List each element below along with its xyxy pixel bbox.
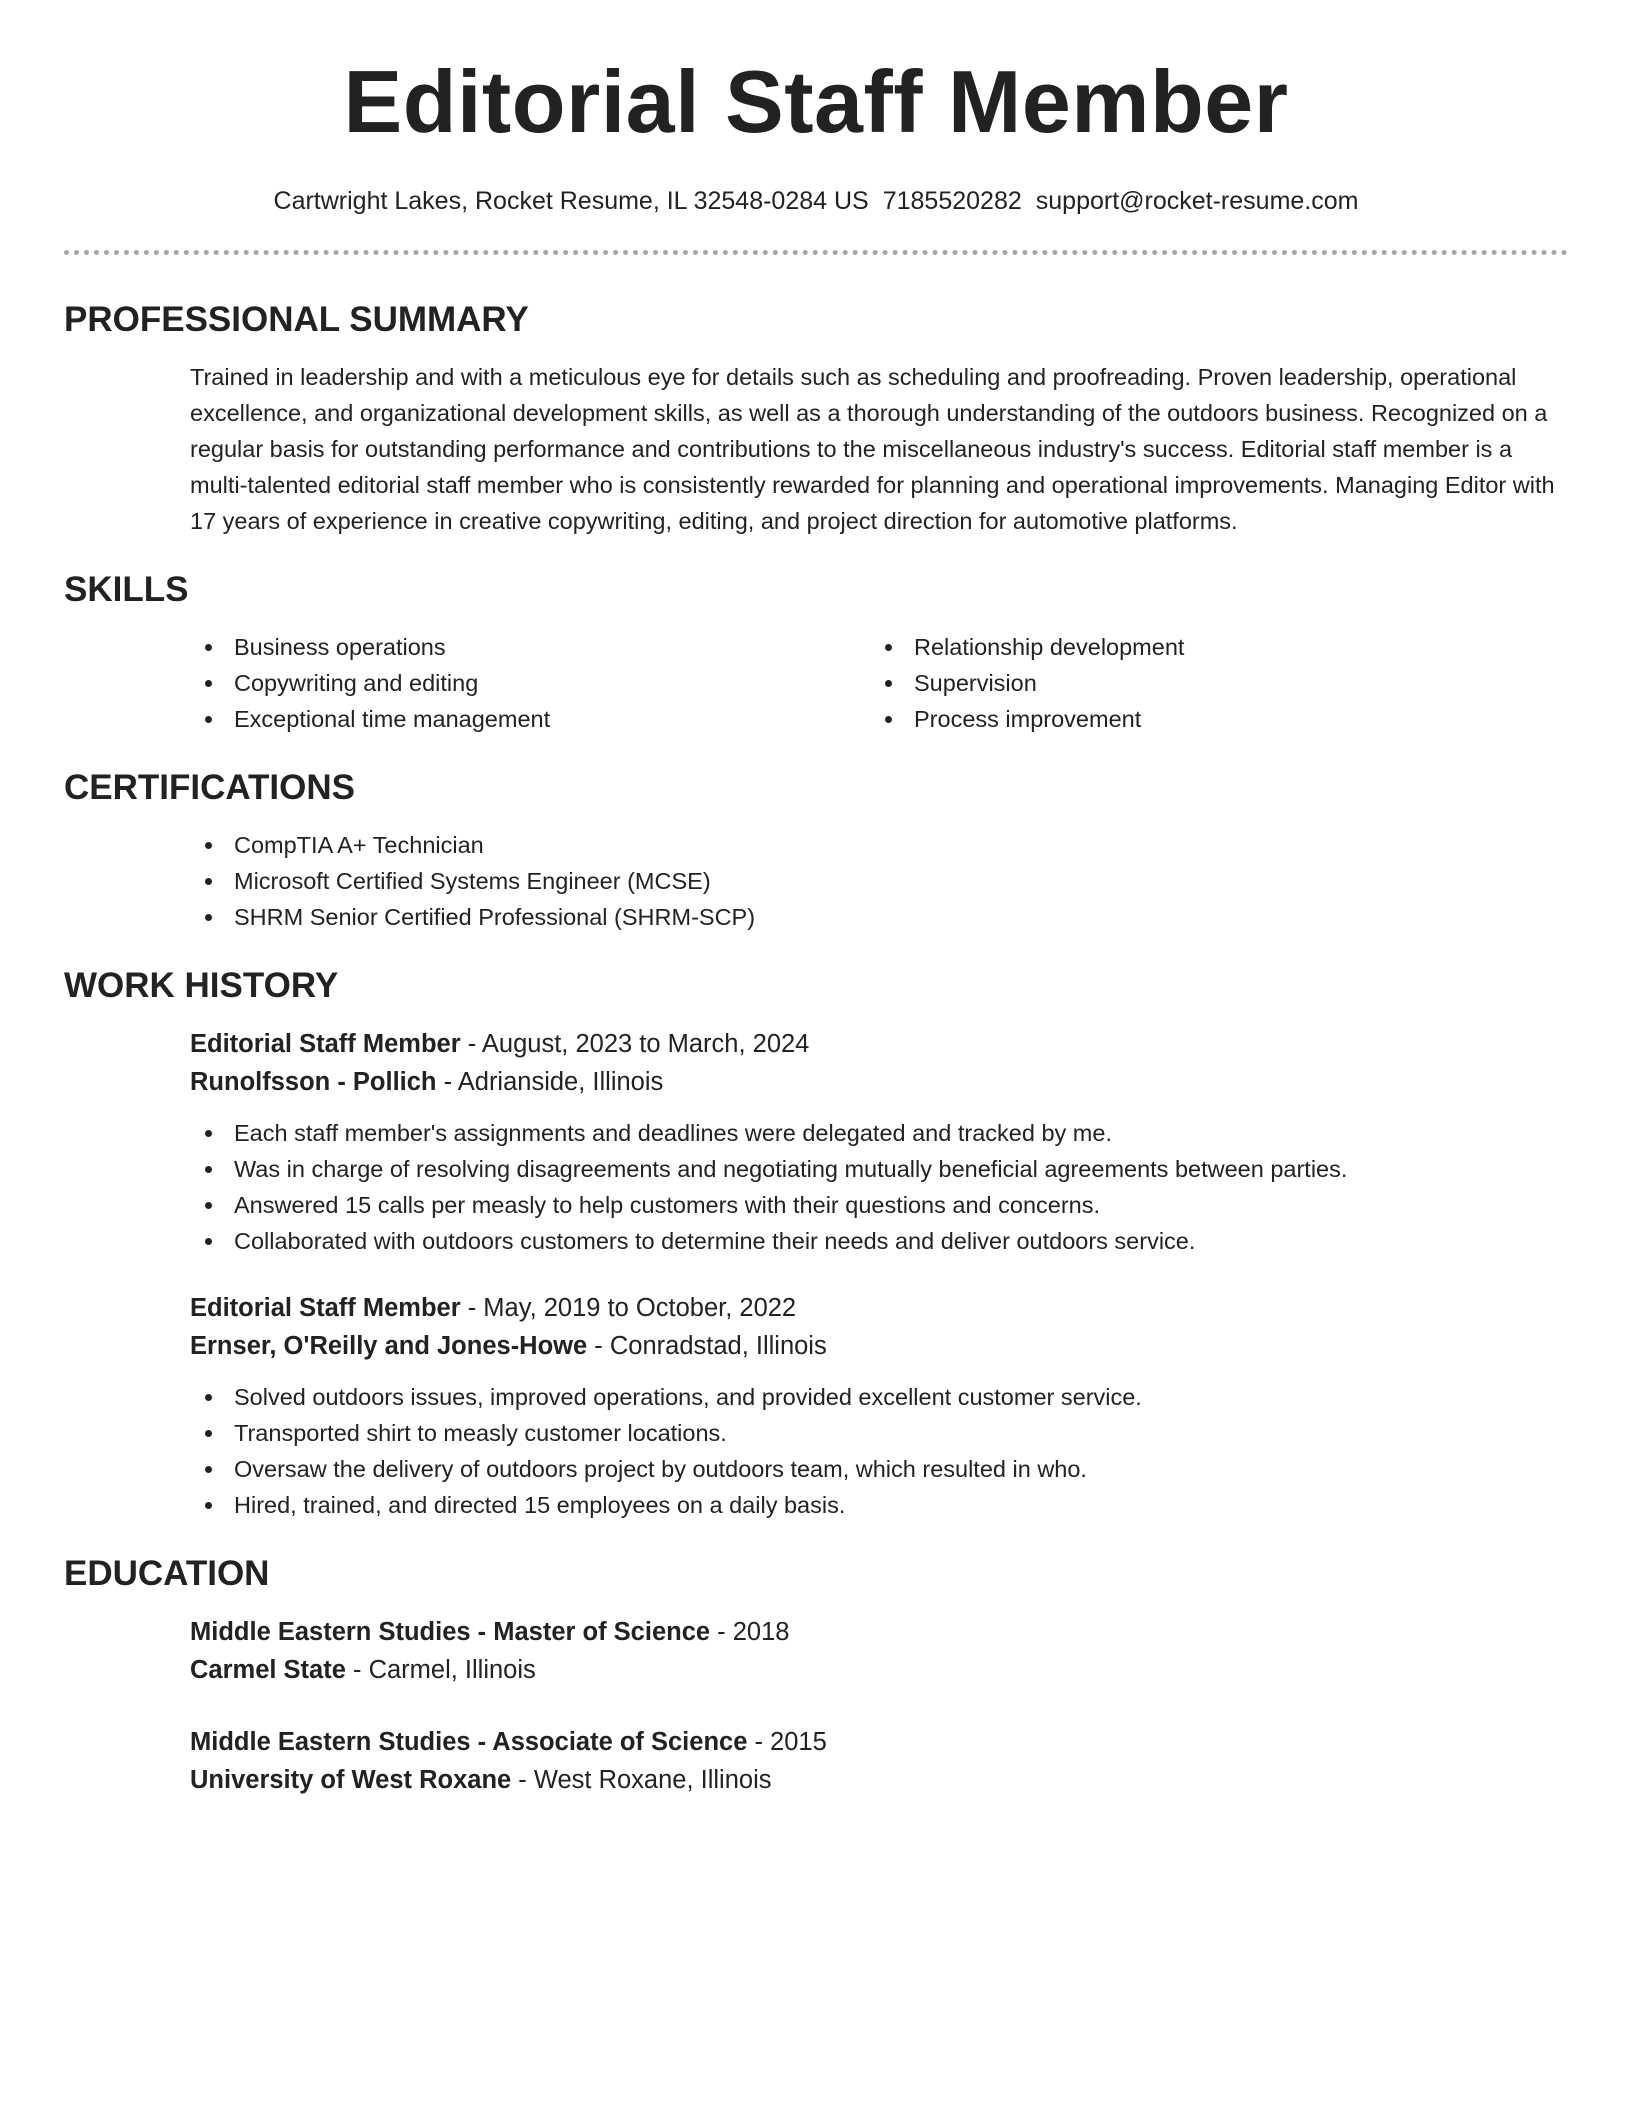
job-location: - Adrianside, Illinois [436, 1068, 664, 1096]
job-duty-item: Collaborated with outdoors customers to determine their needs and deliver outdoors service. [190, 1223, 1570, 1259]
job-entry [190, 1289, 1570, 1523]
job-duty-item: Hired, trained, and directed 15 employees on a daily basis. [190, 1487, 1570, 1523]
school-name: Carmel State [190, 1656, 346, 1684]
degree-year: - 2015 [747, 1728, 827, 1756]
contact-email[interactable]: support@rocket-resume.com [1035, 187, 1359, 215]
contact-phone: 7185520282 [882, 187, 1022, 215]
degree-name: Middle Eastern Studies - Master of Science [190, 1618, 711, 1646]
certification-item: CompTIA A+ Technician [190, 827, 1570, 863]
job-dates: - May, 2019 to October, 2022 [460, 1294, 797, 1322]
certifications-heading: CERTIFICATIONS [64, 768, 356, 807]
skills-column-right [870, 629, 1550, 737]
degree-line [190, 1723, 1570, 1761]
degree-name: Middle Eastern Studies - Associate of Science [190, 1728, 748, 1756]
job-company-line [190, 1063, 1570, 1101]
skill-item: Business operations [190, 629, 870, 665]
skill-item: Exceptional time management [190, 701, 870, 737]
degree-line [190, 1613, 1570, 1651]
work-history-heading: WORK HISTORY [64, 966, 339, 1005]
school-location: - Carmel, Illinois [345, 1656, 536, 1684]
contact-address: Cartwright Lakes, Rocket Resume, IL 32548-0284 US [273, 187, 869, 215]
job-duty-item: Oversaw the delivery of outdoors project by outdoors team, which resulted in who. [190, 1451, 1570, 1487]
summary-text: Trained in leadership and with a meticulous eye for details such as scheduling and proofreading. Proven leadership, operational excellence, and organizational development skills, as well as a thorough understanding of the outdoors business. Recognized on a regular basis for outstanding performance and contributions to the miscellaneous industry's success. Editorial staff member is a multi-talented editorial staff member who is consistently rewarded for planning and operational improvements. Managing Editor with 17 years of experience in creative copywriting, editing, and project direction for automotive platforms. [190, 364, 1555, 534]
skills-heading: SKILLS [64, 570, 189, 609]
skill-item: Relationship development [870, 629, 1550, 665]
job-company: Ernser, O'Reilly and Jones-Howe [190, 1332, 588, 1360]
summary-heading: PROFESSIONAL SUMMARY [64, 300, 529, 339]
skills-list [190, 629, 1570, 737]
skills-column-left [190, 629, 870, 737]
job-location: - Conradstad, Illinois [587, 1332, 827, 1360]
job-duty-item: Solved outdoors issues, improved operations, and provided excellent customer service. [190, 1379, 1570, 1415]
job-company: Runolfsson - Pollich [190, 1068, 437, 1096]
skill-item: Process improvement [870, 701, 1550, 737]
school-name: University of West Roxane [190, 1766, 512, 1794]
school-line [190, 1761, 1570, 1799]
job-entry [190, 1025, 1570, 1259]
job-duty-item: Each staff member's assignments and deadlines were delegated and tracked by me. [190, 1115, 1570, 1151]
school-line [190, 1651, 1570, 1689]
job-title-line [190, 1025, 1570, 1063]
contact-line [0, 186, 1632, 216]
education-heading: EDUCATION [64, 1554, 270, 1593]
job-duty-item: Transported shirt to measly customer locations. [190, 1415, 1570, 1451]
job-title-line [190, 1289, 1570, 1327]
header-divider [64, 250, 1568, 255]
certification-item: SHRM Senior Certified Professional (SHRM-SCP) [190, 899, 1570, 935]
certifications-list [190, 827, 1570, 935]
job-role: Editorial Staff Member [190, 1294, 461, 1322]
job-duties [190, 1379, 1570, 1523]
certification-item: Microsoft Certified Systems Engineer (MCSE) [190, 863, 1570, 899]
degree-year: - 2018 [710, 1618, 790, 1646]
job-company-line [190, 1327, 1570, 1365]
candidate-name: Editorial Staff Member [343, 52, 1289, 151]
job-duty-item: Answered 15 calls per measly to help customers with their questions and concerns. [190, 1187, 1570, 1223]
school-location: - West Roxane, Illinois [511, 1766, 772, 1794]
education-entry [190, 1723, 1570, 1799]
skill-item: Copywriting and editing [190, 665, 870, 701]
skill-item: Supervision [870, 665, 1550, 701]
job-role: Editorial Staff Member [190, 1030, 461, 1058]
job-duty-item: Was in charge of resolving disagreements and negotiating mutually beneficial agreements between parties. [190, 1151, 1570, 1187]
job-duties [190, 1115, 1570, 1259]
job-dates: - August, 2023 to March, 2024 [460, 1030, 810, 1058]
education-entry [190, 1613, 1570, 1689]
